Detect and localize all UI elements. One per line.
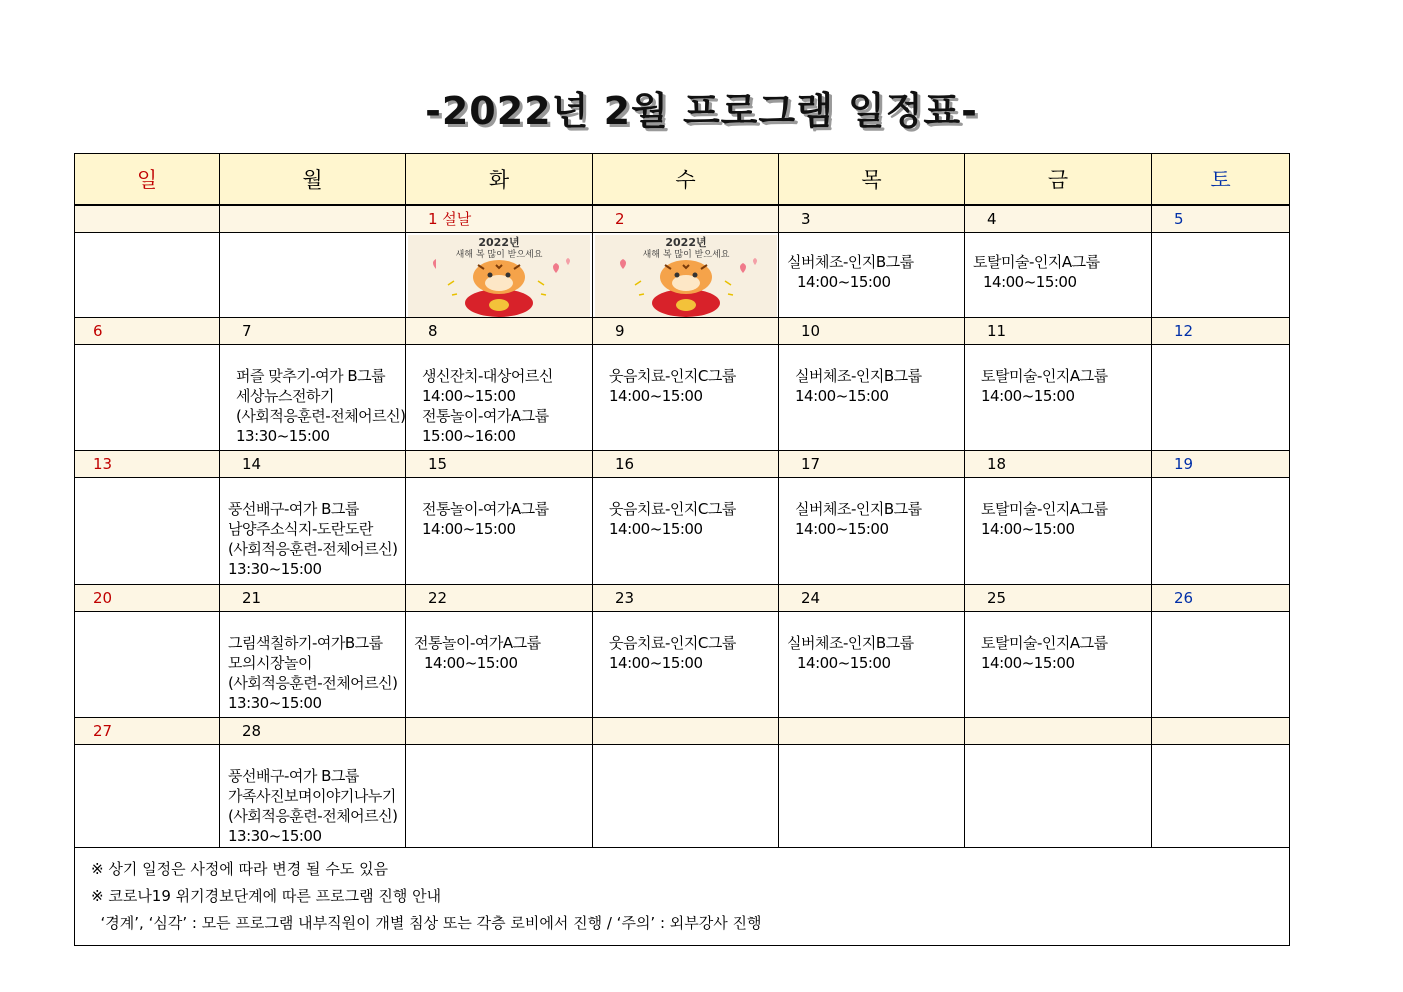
program-cell [779, 344, 965, 450]
day-header-wed: 수 [593, 154, 779, 206]
program-cell [593, 477, 779, 584]
program-cell [965, 477, 1152, 584]
program-cell [593, 344, 779, 450]
program-cell [75, 744, 220, 847]
date-cell: 25 [965, 584, 1152, 611]
program-cell [406, 477, 593, 584]
date-cell: 21 [220, 584, 406, 611]
date-cell: 10 [779, 317, 965, 344]
date-cell: 22 [406, 584, 593, 611]
date-cell: 2 [593, 205, 779, 232]
date-row [75, 584, 1290, 611]
program-time: 14:00~15:00 [981, 386, 1075, 405]
program-cell [965, 744, 1152, 847]
program-cell [75, 232, 220, 317]
new-year-tiger-image [595, 235, 777, 317]
date-row [75, 205, 1290, 232]
date-row [75, 317, 1290, 344]
program-time: 15:00~16:00 [422, 426, 516, 445]
program-time: 14:00~15:00 [609, 519, 703, 538]
program-cell [965, 344, 1152, 450]
program-time: 14:00~15:00 [795, 519, 889, 538]
program-cell [75, 477, 220, 584]
program-line: 모의시장놀이 [228, 653, 312, 672]
note-line: ※ 코로나19 위기경보단계에 따른 프로그램 진행 안내 [91, 886, 442, 905]
greeting-year: 2022년 [478, 235, 520, 249]
date-cell: 27 [75, 717, 220, 744]
program-line: 토탈미술-인지A그룹 [973, 252, 1100, 271]
date-cell: 8 [406, 317, 593, 344]
date-cell: 19 [1152, 450, 1290, 477]
program-cell [220, 344, 406, 450]
date-cell [779, 717, 965, 744]
date-cell: 20 [75, 584, 220, 611]
program-line: 실버체조-인지B그룹 [795, 499, 922, 518]
program-cell [220, 611, 406, 717]
program-cell [593, 744, 779, 847]
program-time: 14:00~15:00 [609, 653, 703, 672]
program-line: 웃음치료-인지C그룹 [609, 633, 736, 652]
program-cell [1152, 344, 1290, 450]
program-row [75, 477, 1290, 584]
day-header-tue: 화 [406, 154, 593, 206]
program-line: (사회적응훈련-전체어르신) [228, 539, 398, 558]
program-cell [593, 611, 779, 717]
schedule-table [74, 153, 1290, 946]
program-line: 퍼즐 맞추기-여가 B그룹 [236, 366, 386, 385]
program-time: 13:30~15:00 [228, 826, 322, 845]
program-line: 웃음치료-인지C그룹 [609, 499, 736, 518]
date-cell [965, 717, 1152, 744]
weekday-header-row [75, 154, 1290, 206]
program-line: 그림색칠하기-여가B그룹 [228, 633, 383, 652]
program-time: 14:00~15:00 [981, 653, 1075, 672]
new-year-card [593, 232, 779, 317]
program-line: (사회적응훈련-전체어르신) [228, 673, 398, 692]
day-header-sun: 일 [75, 154, 220, 206]
program-cell [779, 477, 965, 584]
page-title: -2022년 2월 프로그램 일정표- [425, 89, 978, 133]
program-time: 14:00~15:00 [981, 519, 1075, 538]
program-line: 실버체조-인지B그룹 [787, 633, 914, 652]
greeting-text: 새해 복 많이 받으세요 [455, 249, 543, 260]
program-time: 14:00~15:00 [795, 386, 889, 405]
date-cell: 28 [220, 717, 406, 744]
program-row [75, 744, 1290, 847]
program-line: 토탈미술-인지A그룹 [981, 499, 1108, 518]
date-row [75, 717, 1290, 744]
program-cell [75, 611, 220, 717]
date-cell: 16 [593, 450, 779, 477]
notes-row [75, 847, 1290, 945]
program-line: 남양주소식지-도란도란 [228, 519, 373, 538]
date-cell: 4 [965, 205, 1152, 232]
program-time: 14:00~15:00 [422, 386, 516, 405]
program-cell [1152, 477, 1290, 584]
date-cell: 7 [220, 317, 406, 344]
note-line: ※ 상기 일정은 사정에 따라 변경 될 수도 있음 [91, 859, 389, 878]
program-cell [220, 477, 406, 584]
program-line: 실버체조-인지B그룹 [787, 252, 914, 271]
date-cell: 6 [75, 317, 220, 344]
program-line: 가족사진보며이야기나누기 [228, 786, 396, 805]
program-cell [406, 744, 593, 847]
notes-cell [75, 847, 1290, 945]
date-cell: 1 설날 [406, 205, 593, 232]
date-cell [1152, 717, 1290, 744]
program-cell [1152, 611, 1290, 717]
date-cell: 14 [220, 450, 406, 477]
date-cell [220, 205, 406, 232]
program-time: 13:30~15:00 [236, 426, 330, 445]
program-time: 14:00~15:00 [422, 519, 516, 538]
program-line: 토탈미술-인지A그룹 [981, 366, 1108, 385]
date-cell: 26 [1152, 584, 1290, 611]
date-cell: 9 [593, 317, 779, 344]
program-row [75, 232, 1290, 317]
program-time: 14:00~15:00 [797, 653, 891, 672]
date-cell: 17 [779, 450, 965, 477]
new-year-tiger-image [408, 235, 590, 317]
program-cell [75, 344, 220, 450]
program-line: 토탈미술-인지A그룹 [981, 633, 1108, 652]
program-cell [220, 232, 406, 317]
program-cell [220, 744, 406, 847]
program-line: 풍선배구-여가 B그룹 [228, 766, 359, 785]
date-cell: 11 [965, 317, 1152, 344]
date-cell: 18 [965, 450, 1152, 477]
day-header-thu: 목 [779, 154, 965, 206]
program-time: 13:30~15:00 [228, 559, 322, 578]
program-line: (사회적응훈련-전체어르신) [236, 406, 406, 425]
day-header-fri: 금 [965, 154, 1152, 206]
date-cell: 13 [75, 450, 220, 477]
program-line: (사회적응훈련-전체어르신) [228, 806, 398, 825]
date-cell: 15 [406, 450, 593, 477]
date-cell: 24 [779, 584, 965, 611]
program-line: 생신잔치-대상어르신 [422, 366, 553, 385]
program-line: 세상뉴스전하기 [236, 386, 334, 405]
program-cell [965, 232, 1152, 317]
day-header-mon: 월 [220, 154, 406, 206]
date-cell [75, 205, 220, 232]
program-time: 14:00~15:00 [797, 272, 891, 291]
program-line: 전통놀이-여가A그룹 [422, 499, 549, 518]
program-line: 웃음치료-인지C그룹 [609, 366, 736, 385]
date-cell: 5 [1152, 205, 1290, 232]
program-time: 13:30~15:00 [228, 693, 322, 712]
date-cell [593, 717, 779, 744]
program-cell [406, 344, 593, 450]
program-line: 실버체조-인지B그룹 [795, 366, 922, 385]
date-cell: 12 [1152, 317, 1290, 344]
program-time: 14:00~15:00 [609, 386, 703, 405]
program-cell [779, 744, 965, 847]
program-row [75, 611, 1290, 717]
program-time: 14:00~15:00 [424, 653, 518, 672]
program-time: 14:00~15:00 [983, 272, 1077, 291]
program-cell [965, 611, 1152, 717]
program-cell [1152, 232, 1290, 317]
program-line: 풍선배구-여가 B그룹 [228, 499, 359, 518]
date-cell: 3 [779, 205, 965, 232]
program-line: 전통놀이-여가A그룹 [414, 633, 541, 652]
program-cell [406, 611, 593, 717]
program-cell [779, 232, 965, 317]
greeting-year: 2022년 [665, 235, 707, 249]
date-row [75, 450, 1290, 477]
program-cell [779, 611, 965, 717]
date-cell [406, 717, 593, 744]
day-header-sat: 토 [1152, 154, 1290, 206]
program-row [75, 344, 1290, 450]
date-cell: 23 [593, 584, 779, 611]
note-line: ‘경계’, ‘심각’ : 모든 프로그램 내부직원이 개별 침상 또는 각층 로비에서 진행 / ‘주의’ : 외부강사 진행 [91, 913, 762, 932]
program-line: 전통놀이-여가A그룹 [422, 406, 549, 425]
greeting-text: 새해 복 많이 받으세요 [642, 249, 730, 260]
new-year-card [406, 232, 593, 317]
program-cell [1152, 744, 1290, 847]
